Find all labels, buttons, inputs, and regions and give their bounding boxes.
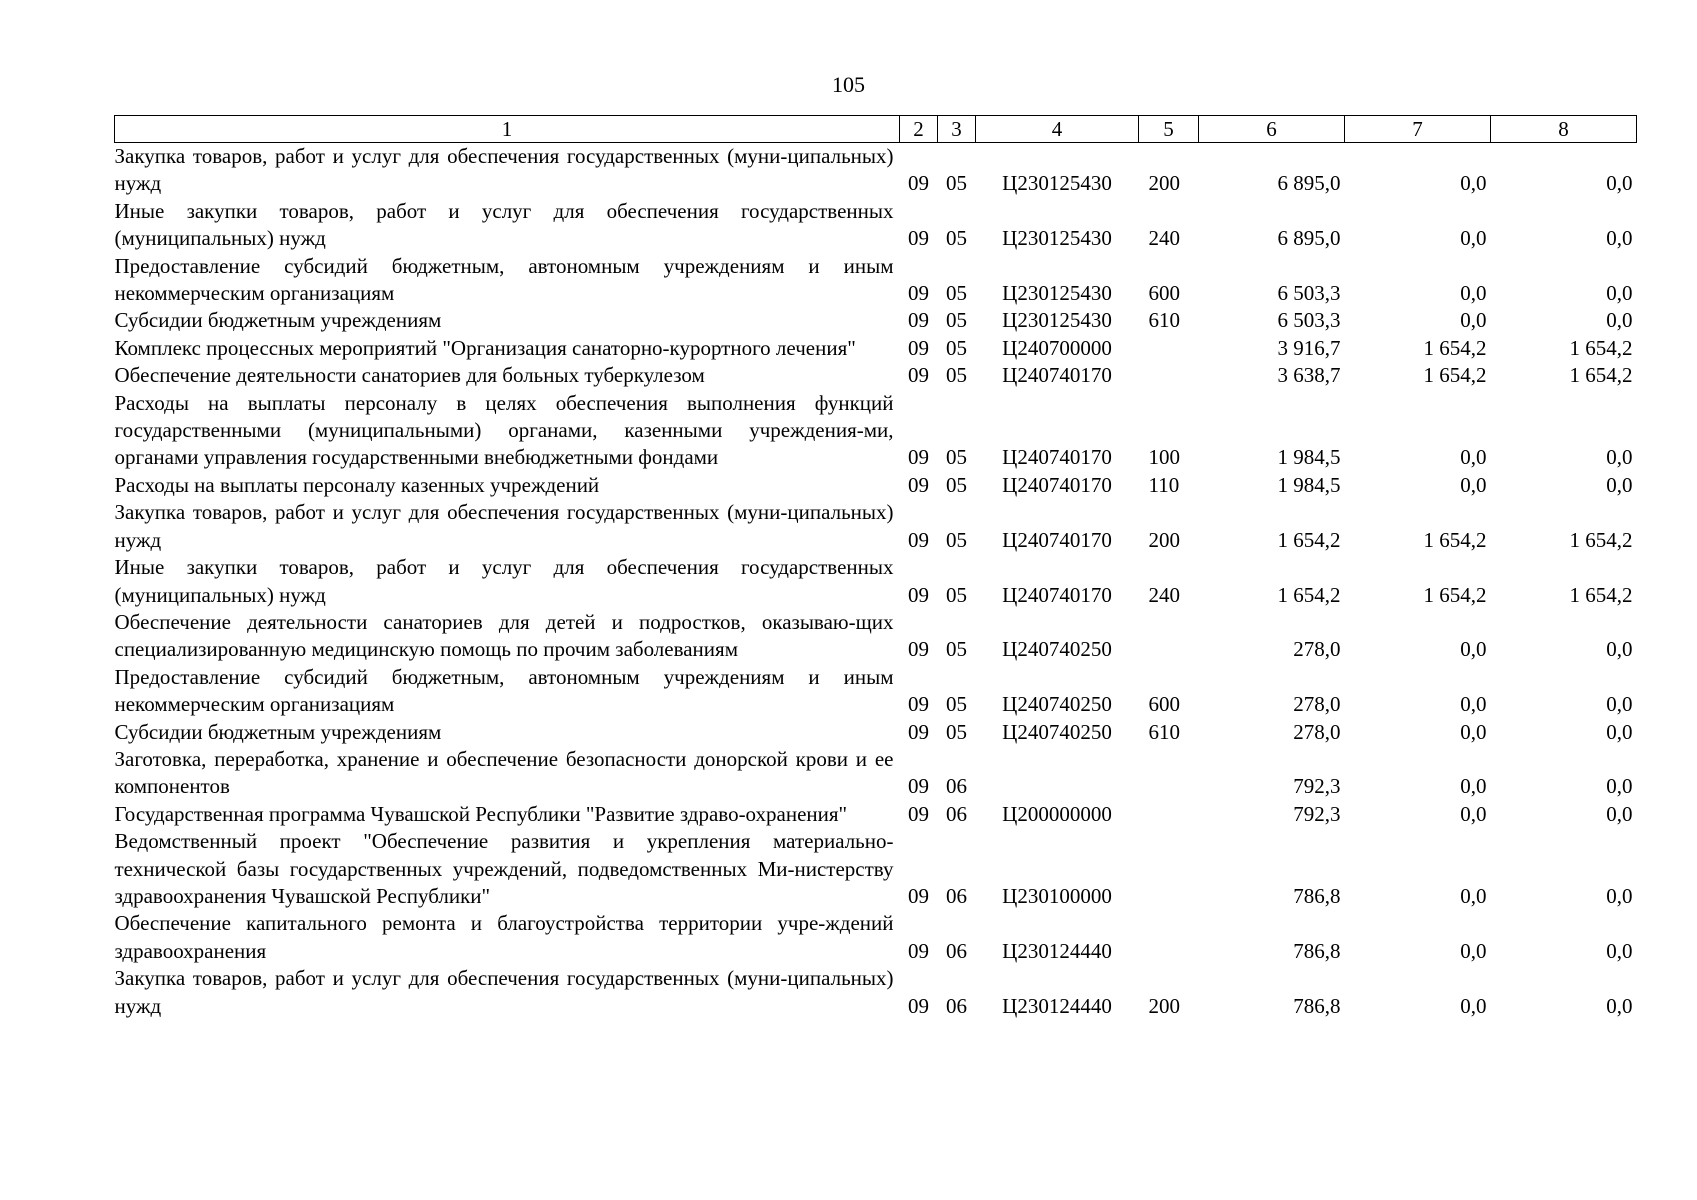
subsection-code: 05 [946,281,967,306]
expense-type-code [1139,609,1199,664]
amount-col-6: 1 654,2 [1277,582,1341,607]
expense-type-code [1139,362,1199,389]
section-code: 09 [908,993,929,1018]
amount-col-6: 786,8 [1293,938,1341,963]
target-article-code: Ц230125430 [1002,171,1112,196]
target-article-code [976,746,1139,801]
target-article-code: Ц230124440 [1002,993,1112,1018]
subsection-code: 06 [946,993,967,1018]
amount-col-6: 6 503,3 [1277,308,1341,333]
expense-type-code: 200 [1148,527,1180,552]
amount-col-6: 6 895,0 [1277,171,1341,196]
table-row [115,664,1637,719]
amount-col-8: 0,0 [1606,801,1633,826]
row-name: Ведомственный проект "Обеспечение развития и укрепления материально-технической базы государственных учреждений, подведомственных Ми-нистерству здравоохранения Чувашской Республики" [114,829,894,908]
section-code: 09 [908,582,929,607]
subsection-code: 06 [946,883,967,908]
page-number: 105 [832,72,865,97]
table-row [115,965,1637,1020]
target-article-code: Ц230125430 [1002,226,1112,251]
amount-col-7: 1 654,2 [1423,527,1487,552]
header-col-4: 4 [976,116,1139,143]
expense-type-code: 200 [1148,993,1180,1018]
target-article-code: Ц200000000 [1002,801,1112,826]
section-code: 09 [908,801,929,826]
amount-col-8: 0,0 [1606,993,1633,1018]
amount-col-6: 792,3 [1293,801,1341,826]
amount-col-8: 0,0 [1606,171,1633,196]
amount-col-8: 0,0 [1606,719,1633,744]
section-code: 09 [908,472,929,497]
amount-col-8: 1 654,2 [1569,363,1633,388]
expense-type-code: 100 [1148,445,1180,470]
amount-col-8: 0,0 [1606,774,1633,799]
amount-col-8: 0,0 [1606,938,1633,963]
table-row [115,828,1637,910]
row-name: Закупка товаров, работ и услуг для обеспечения государственных (муни-ципальных) нужд [114,966,894,1018]
expense-type-code [1139,910,1199,965]
expense-type-code: 610 [1148,308,1180,333]
subsection-code: 05 [946,171,967,196]
target-article-code: Ц230125430 [1002,281,1112,306]
amount-col-7: 0,0 [1460,472,1487,497]
amount-col-6: 792,3 [1293,774,1341,799]
expense-type-code: 610 [1148,719,1180,744]
table-row [115,362,1637,389]
header-col-1: 1 [115,116,900,143]
subsection-code: 05 [946,692,967,717]
subsection-code: 05 [946,527,967,552]
table-row [115,746,1637,801]
header-col-5: 5 [1139,116,1199,143]
amount-col-7: 0,0 [1460,445,1487,470]
amount-col-7: 0,0 [1460,637,1487,662]
amount-col-6: 1 984,5 [1277,472,1341,497]
amount-col-7: 0,0 [1460,281,1487,306]
subsection-code: 05 [946,308,967,333]
amount-col-6: 786,8 [1293,993,1341,1018]
section-code: 09 [908,527,929,552]
target-article-code: Ц240740250 [1002,692,1112,717]
amount-col-8: 1 654,2 [1569,527,1633,552]
target-article-code: Ц240740250 [1002,637,1112,662]
section-code: 09 [908,774,929,799]
amount-col-6: 278,0 [1293,719,1341,744]
row-name: Субсидии бюджетным учреждениям [114,308,442,333]
header-row [115,116,1637,143]
subsection-code: 05 [946,363,967,388]
table-row [115,910,1637,965]
amount-col-7: 0,0 [1460,719,1487,744]
row-name: Иные закупки товаров, работ и услуг для обеспечения государственных (муниципальных) нужд [114,555,894,607]
row-name: Расходы на выплаты персоналу в целях обеспечения выполнения функций государственными (муниципальными) органами, казенными учреждения-ми, органами управления государственными внебюджетными фондами [114,390,894,470]
amount-col-7: 0,0 [1460,692,1487,717]
row-name: Государственная программа Чувашской Республики "Развитие здраво-охранения" [114,801,848,826]
amount-col-7: 0,0 [1460,938,1487,963]
row-name: Комплекс процессных мероприятий "Организация санаторно-курортного лечения" [114,335,856,360]
section-code: 09 [908,281,929,306]
header-col-2: 2 [900,116,938,143]
expense-type-code [1139,801,1199,828]
amount-col-8: 1 654,2 [1569,335,1633,360]
target-article-code: Ц240740170 [1002,527,1112,552]
target-article-code: Ц240740170 [1002,472,1112,497]
amount-col-6: 1 654,2 [1277,527,1341,552]
amount-col-7: 0,0 [1460,171,1487,196]
subsection-code: 05 [946,335,967,360]
target-article-code: Ц240700000 [1002,335,1112,360]
target-article-code: Ц230125430 [1002,308,1112,333]
target-article-code: Ц230124440 [1002,938,1112,963]
header-col-7: 7 [1345,116,1491,143]
row-name: Предоставление субсидий бюджетным, автономным учреждениям и иным некоммерческим организациям [114,253,894,306]
expense-type-code: 600 [1148,692,1180,717]
expense-type-code [1139,335,1199,362]
amount-col-8: 0,0 [1606,308,1633,333]
table-row [115,198,1637,253]
section-code: 09 [908,171,929,196]
header-col-8: 8 [1491,116,1637,143]
subsection-code: 06 [946,938,967,963]
subsection-code: 05 [946,226,967,251]
row-name: Субсидии бюджетным учреждениям [114,719,442,744]
expense-type-code: 200 [1148,171,1180,196]
row-name: Расходы на выплаты персоналу казенных учреждений [114,472,600,497]
section-code: 09 [908,719,929,744]
amount-col-6: 1 984,5 [1277,445,1341,470]
expense-type-code: 110 [1148,472,1180,497]
amount-col-8: 0,0 [1606,883,1633,908]
subsection-code: 05 [946,445,967,470]
table-row [115,801,1637,828]
row-name: Предоставление субсидий бюджетным, автономным учреждениям и иным некоммерческим организациям [114,664,894,717]
target-article-code: Ц240740250 [1002,719,1112,744]
subsection-code: 06 [946,801,967,826]
section-code: 09 [908,445,929,470]
table-row [115,307,1637,334]
amount-col-6: 6 503,3 [1277,281,1341,306]
table-row [115,472,1637,499]
amount-col-8: 0,0 [1606,281,1633,306]
row-name: Иные закупки товаров, работ и услуг для обеспечения государственных (муниципальных) нужд [114,198,894,251]
section-code: 09 [908,938,929,963]
subsection-code: 05 [946,719,967,744]
amount-col-6: 3 916,7 [1277,335,1341,360]
table-row [115,609,1637,664]
subsection-code: 06 [946,774,967,799]
subsection-code: 05 [946,582,967,607]
expense-type-code: 240 [1148,582,1180,607]
row-name: Закупка товаров, работ и услуг для обеспечения государственных (муни-ципальных) нужд [114,144,894,196]
expense-type-code [1139,828,1199,910]
row-name: Обеспечение деятельности санаториев для больных туберкулезом [114,363,705,388]
target-article-code: Ц240740170 [1002,445,1112,470]
amount-col-7: 1 654,2 [1423,335,1487,360]
target-article-code: Ц230100000 [1002,883,1112,908]
table-row [115,335,1637,362]
table-row [115,719,1637,746]
amount-col-8: 0,0 [1606,637,1633,662]
table-row [115,253,1637,308]
amount-col-7: 0,0 [1460,308,1487,333]
row-name: Обеспечение деятельности санаториев для детей и подростков, оказываю-щих специализированную медицинскую помощь по прочим заболеваниям [114,609,894,662]
subsection-code: 05 [946,637,967,662]
header-col-3: 3 [938,116,976,143]
target-article-code: Ц240740170 [1002,363,1112,388]
expense-type-code: 240 [1148,226,1180,251]
table-row [115,390,1637,472]
amount-col-7: 1 654,2 [1423,582,1487,607]
amount-col-8: 0,0 [1606,692,1633,717]
section-code: 09 [908,226,929,251]
amount-col-6: 6 895,0 [1277,226,1341,251]
target-article-code: Ц240740170 [1002,582,1112,607]
expense-type-code [1139,746,1199,801]
amount-col-8: 0,0 [1606,472,1633,497]
section-code: 09 [908,308,929,333]
amount-col-8: 1 654,2 [1569,582,1633,607]
budget-table [114,115,1637,1020]
amount-col-7: 0,0 [1460,993,1487,1018]
expense-type-code: 600 [1148,281,1180,306]
table-row [115,554,1637,609]
table-row [115,143,1637,198]
amount-col-8: 0,0 [1606,445,1633,470]
amount-col-6: 278,0 [1293,637,1341,662]
table-row [115,499,1637,554]
subsection-code: 05 [946,472,967,497]
amount-col-7: 0,0 [1460,226,1487,251]
row-name: Обеспечение капитального ремонта и благоустройства территории учре-ждений здравоохранения [114,911,894,963]
amount-col-7: 1 654,2 [1423,363,1487,388]
amount-col-6: 278,0 [1293,692,1341,717]
amount-col-7: 0,0 [1460,774,1487,799]
section-code: 09 [908,883,929,908]
amount-col-6: 3 638,7 [1277,363,1341,388]
row-name: Заготовка, переработка, хранение и обеспечение безопасности донорской крови и ее компонентов [114,746,894,799]
section-code: 09 [908,363,929,388]
row-name: Закупка товаров, работ и услуг для обеспечения государственных (муни-ципальных) нужд [114,500,894,552]
section-code: 09 [908,637,929,662]
section-code: 09 [908,335,929,360]
section-code: 09 [908,692,929,717]
header-col-6: 6 [1199,116,1345,143]
amount-col-7: 0,0 [1460,883,1487,908]
amount-col-7: 0,0 [1460,801,1487,826]
amount-col-6: 786,8 [1293,883,1341,908]
amount-col-8: 0,0 [1606,226,1633,251]
